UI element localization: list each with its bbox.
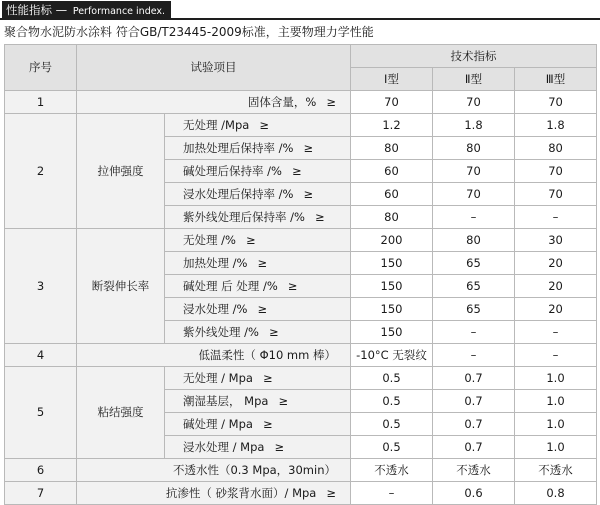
ge-symbol: ≥: [291, 163, 302, 178]
value-type-2: 0.7: [433, 436, 515, 459]
value-type-3: –: [515, 206, 597, 229]
test-item-label: [77, 91, 351, 114]
value-type-2: 80: [433, 229, 515, 252]
section-title-separator: —: [55, 3, 68, 17]
value-type-3: 30: [515, 229, 597, 252]
value-type-1: -10°C 无裂纹: [351, 344, 433, 367]
ge-symbol: ≥: [303, 186, 314, 201]
table-row: [5, 91, 597, 114]
sub-item-text: 潮湿基层， Mpa: [183, 393, 269, 408]
value-type-2: 80: [433, 137, 515, 160]
test-item-label: [77, 482, 351, 505]
value-type-1: 150: [351, 298, 433, 321]
test-item-label: 拉伸强度: [77, 114, 165, 229]
ge-symbol: ≥: [274, 439, 285, 454]
ge-symbol: ≥: [287, 278, 298, 293]
ge-symbol: ≥: [262, 370, 273, 385]
row-number: 7: [5, 482, 77, 505]
sub-item-label: [165, 206, 351, 229]
value-type-2: 70: [433, 183, 515, 206]
value-type-3: 20: [515, 252, 597, 275]
ge-symbol: ≥: [303, 140, 314, 155]
value-type-2: 0.7: [433, 413, 515, 436]
header-type-3: Ⅲ型: [515, 68, 597, 91]
header-type-1: Ⅰ型: [351, 68, 433, 91]
value-type-3: 20: [515, 298, 597, 321]
value-type-2: 不透水: [433, 459, 515, 482]
sub-item-text: 加热处理后保持率 /%: [183, 140, 294, 155]
value-type-3: 1.0: [515, 367, 597, 390]
value-type-1: 0.5: [351, 390, 433, 413]
value-type-3: 70: [515, 160, 597, 183]
ge-symbol: ≥: [262, 416, 273, 431]
sub-item-text: 无处理 /Mpa: [183, 117, 250, 132]
section-title: [2, 1, 171, 19]
value-type-2: 65: [433, 275, 515, 298]
table-row: [5, 344, 597, 367]
sub-item-label: [165, 321, 351, 344]
value-type-1: 1.2: [351, 114, 433, 137]
row-number: 6: [5, 459, 77, 482]
sub-item-label: [165, 137, 351, 160]
row-number: 4: [5, 344, 77, 367]
sub-item-text: 浸水处理 /%: [183, 301, 248, 316]
table-row: [5, 367, 597, 390]
ge-symbol: ≥: [257, 255, 268, 270]
sub-item-text: 浸水处理 / Mpa: [183, 439, 265, 454]
test-item-label: [77, 459, 351, 482]
test-item-text: 固体含量，%: [247, 94, 317, 109]
ge-symbol: ≥: [259, 117, 269, 132]
product-description: 聚合物水泥防水涂料 符合GB/T23445-2009标准，主要物理力学性能: [4, 25, 374, 39]
value-type-1: –: [351, 482, 433, 505]
value-type-2: 65: [433, 252, 515, 275]
sub-item-label: [165, 298, 351, 321]
ge-symbol: ≥: [314, 209, 325, 224]
value-type-2: 70: [433, 91, 515, 114]
value-type-2: 0.7: [433, 367, 515, 390]
value-type-1: 150: [351, 252, 433, 275]
sub-item-label: [165, 160, 351, 183]
value-type-3: 不透水: [515, 459, 597, 482]
value-type-3: 80: [515, 137, 597, 160]
sub-item-label: [165, 367, 351, 390]
sub-item-label: [165, 229, 351, 252]
table-body: [5, 91, 597, 505]
value-type-1: 200: [351, 229, 433, 252]
value-type-2: 1.8: [433, 114, 515, 137]
value-type-3: –: [515, 321, 597, 344]
test-item-label: 断裂伸长率: [77, 229, 165, 344]
section-header: [0, 0, 600, 20]
sub-item-text: 碱处理 / Mpa: [183, 416, 253, 431]
header-type-2: Ⅱ型: [433, 68, 515, 91]
row-number: 2: [5, 114, 77, 229]
value-type-1: 0.5: [351, 367, 433, 390]
sub-item-text: 紫外线处理后保持率 /%: [183, 209, 305, 224]
section-title-en: Performance index.: [72, 6, 166, 17]
sub-item-label: [165, 183, 351, 206]
value-type-1: 0.5: [351, 413, 433, 436]
value-type-2: –: [433, 206, 515, 229]
sub-item-label: [165, 114, 351, 137]
value-type-2: 0.6: [433, 482, 515, 505]
table-row: [5, 229, 597, 252]
value-type-3: 70: [515, 183, 597, 206]
value-type-3: 1.0: [515, 390, 597, 413]
ge-symbol: ≥: [326, 94, 336, 109]
performance-table: [4, 44, 597, 505]
value-type-2: 70: [433, 160, 515, 183]
value-type-1: 0.5: [351, 436, 433, 459]
value-type-2: 0.7: [433, 390, 515, 413]
value-type-3: 1.8: [515, 114, 597, 137]
row-number: 5: [5, 367, 77, 459]
sub-item-text: 碱处理后保持率 /%: [183, 163, 282, 178]
ge-symbol: ≥: [257, 301, 268, 316]
value-type-2: –: [433, 321, 515, 344]
table-row: [5, 482, 597, 505]
sub-item-label: [165, 436, 351, 459]
value-type-1: 不透水: [351, 459, 433, 482]
value-type-3: 70: [515, 91, 597, 114]
test-item-text: 抗渗性（ 砂浆背水面）/ Mpa: [165, 485, 317, 500]
sub-item-text: 无处理 /%: [183, 232, 236, 247]
value-type-1: 60: [351, 160, 433, 183]
header-item: 试验项目: [77, 45, 351, 91]
value-type-1: 60: [351, 183, 433, 206]
value-type-3: 20: [515, 275, 597, 298]
value-type-1: 80: [351, 137, 433, 160]
value-type-3: 1.0: [515, 413, 597, 436]
test-item-text: 低温柔性（ Φ10 mm 棒）: [198, 347, 336, 362]
section-title-cn: 性能指标: [6, 3, 52, 17]
sub-item-label: [165, 275, 351, 298]
test-item-label: [77, 344, 351, 367]
test-item-text: 不透水性（0.3 Mpa，30min）: [172, 462, 336, 477]
table-row: [5, 114, 597, 137]
value-type-2: 65: [433, 298, 515, 321]
sub-item-text: 紫外线处理 /%: [183, 324, 259, 339]
header-no: 序号: [5, 45, 77, 91]
value-type-1: 150: [351, 275, 433, 298]
sub-item-text: 加热处理 /%: [183, 255, 248, 270]
sub-item-text: 碱处理 后 处理 /%: [183, 278, 278, 293]
sub-item-label: [165, 252, 351, 275]
row-number: 3: [5, 229, 77, 344]
value-type-3: 1.0: [515, 436, 597, 459]
header-rule: [0, 18, 600, 20]
ge-symbol: ≥: [245, 232, 256, 247]
ge-symbol: ≥: [268, 324, 279, 339]
ge-symbol: ≥: [326, 485, 336, 500]
row-number: 1: [5, 91, 77, 114]
value-type-1: 150: [351, 321, 433, 344]
sub-item-text: 浸水处理后保持率 /%: [183, 186, 294, 201]
sub-item-text: 无处理 / Mpa: [183, 370, 253, 385]
value-type-3: 0.8: [515, 482, 597, 505]
value-type-1: 70: [351, 91, 433, 114]
header-spec: 技术指标: [351, 45, 597, 68]
table-row: [5, 459, 597, 482]
value-type-1: 80: [351, 206, 433, 229]
ge-symbol: ≥: [278, 393, 289, 408]
value-type-3: –: [515, 344, 597, 367]
value-type-2: –: [433, 344, 515, 367]
sub-item-label: [165, 390, 351, 413]
test-item-label: 粘结强度: [77, 367, 165, 459]
sub-item-label: [165, 413, 351, 436]
